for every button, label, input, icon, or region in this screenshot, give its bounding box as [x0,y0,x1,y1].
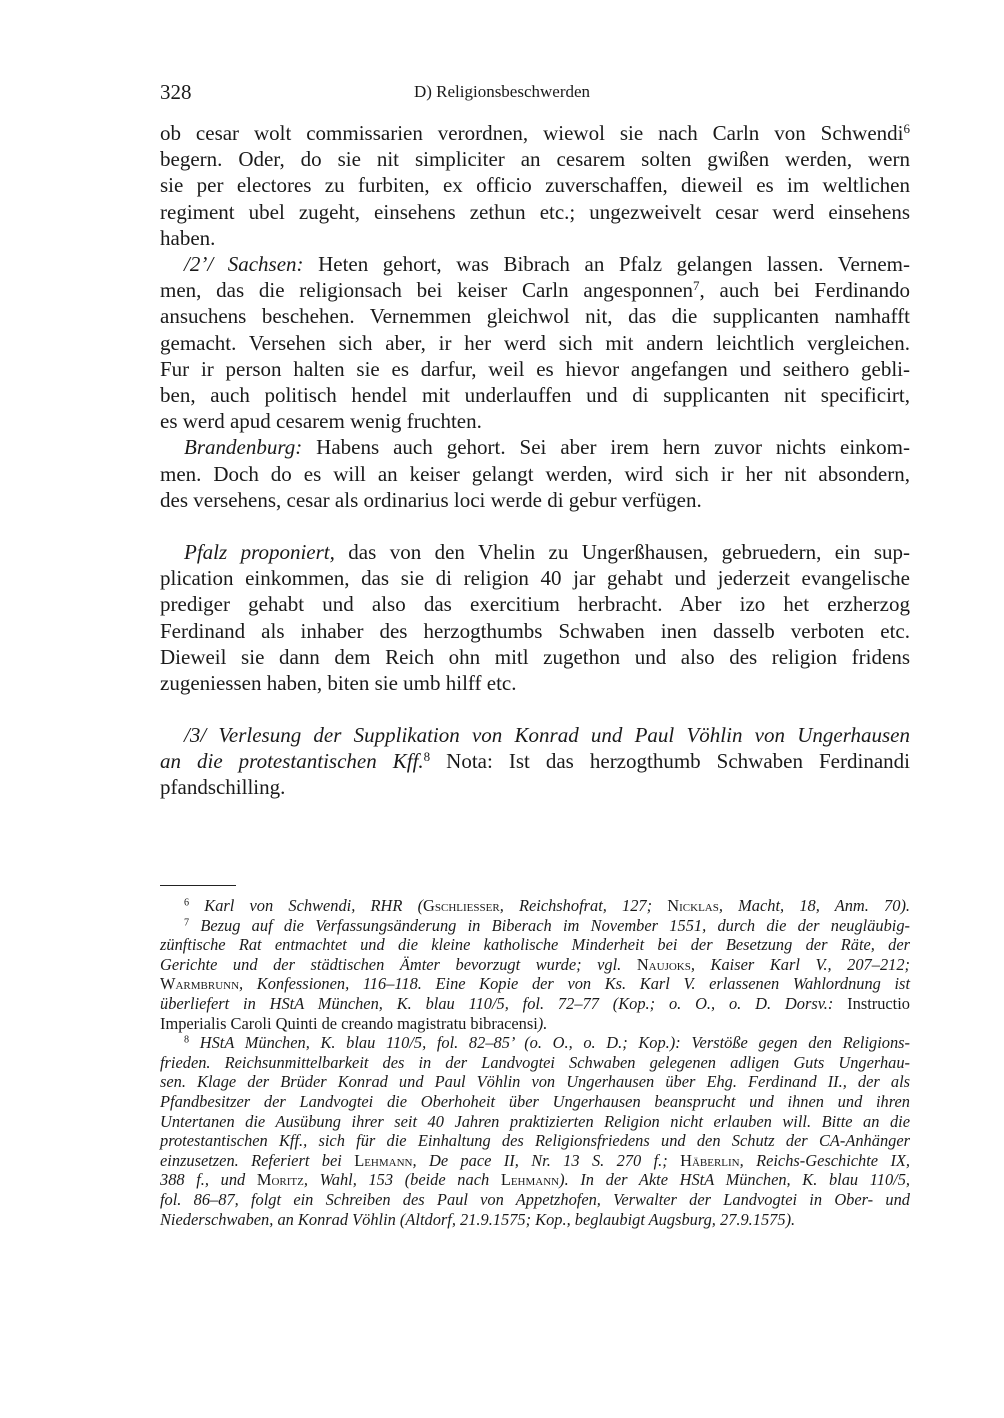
text-segment: , Reichs-Geschichte IX, [739,1150,911,1170]
text-line [160,434,910,460]
text-segment: Warmbrunn [160,974,240,994]
text-segment: Fur ir person halten sie es darfur, weil es hievor angefangen und seithero gebli- [160,356,910,381]
footnote-marker: 6 [903,120,910,136]
text-segment: /3/ Verlesung der Supplikation von Konrad und Paul Vöhlin von Ungerhausen [184,723,910,747]
text-segment: zugeniessen haben, biten sie umb hilff etc. [160,671,517,696]
text-line [160,916,910,936]
text-segment: prediger gehabt und also das exercitium herbracht. Aber izo het erzherzog [160,592,910,617]
text-segment: Untertanen die Ausübung ihrer seit 40 Jahren praktizierten Religion nicht erlauben will. Bitte an die [160,1111,910,1131]
text-segment: , Kaiser Karl V., 207–212; [690,954,910,974]
text-line [160,1092,910,1112]
text-segment: einzusetzen. Referiert bei [160,1150,355,1170]
text-line [160,120,910,146]
text-segment: sen. Klage der Brüder Konrad und Paul Vöhlin von Ungerhausen über Ehg. Ferdinand II., der als [160,1072,910,1092]
text-segment: Moritz [256,1170,304,1190]
text-segment: gemacht. Versehen sich aber, ir her werd sich mit andern leichtlich vergleichen. [160,330,910,355]
text-segment: das von den Vhelin zu Ungerßhausen, gebruedern, ein sup- [334,540,910,564]
text-line [160,172,910,198]
text-line [160,748,910,774]
text-line [160,591,910,617]
text-line [160,408,910,434]
text-line [160,356,910,382]
text-line [160,896,910,916]
text-segment: men, das die religionsach bei keiser Carln angesponnen [160,278,694,303]
text-line [160,1170,910,1190]
footnote-marker: 6 [184,897,190,909]
text-line [160,722,910,748]
text-segment: pfandschilling. [160,775,286,800]
text-segment: Ferdinand als inhaber des herzogthumbs Schwaben inen dasselb verboten etc. [160,618,910,643]
text-segment: es werd apud cesarem wenig fruchten. [160,409,482,434]
paragraph-supplication [160,722,910,801]
text-line [160,935,910,955]
paragraph-group-1 [160,120,910,513]
text-segment: Nota: Ist das herzogthumb Schwaben Ferdinandi [430,749,910,774]
text-segment: Häberlin [680,1150,740,1170]
text-line [160,1053,910,1073]
text-line [160,1151,910,1171]
text-line [160,251,910,277]
text-segment: an die protestantischen Kff. [160,749,424,774]
text-segment: frieden. Reichsunmittelbarkeit des in der Landvogtei Schwaben gelegenen adligen Guts Ungerhau- [160,1052,910,1072]
text-line [160,539,910,565]
text-segment: , Konfessionen, 116–118. Eine Kopie der von Ks. Karl V. erlassenen Wahlordnung ist [239,974,910,994]
text-segment: Pfalz proponiert, [184,540,335,564]
text-segment: fol. 86–87, folgt ein Schreiben des Paul von Appetzhofen, Verwalter der Landvogtei in Ober- und [160,1189,910,1209]
text-line [160,461,910,487]
text-segment: , Macht, 18, Anm. 70). [718,896,911,915]
text-segment: Lehmann [354,1150,413,1170]
footnotes [160,896,910,1229]
text-line [160,1072,910,1092]
text-segment: 388 f., und [160,1170,257,1190]
text-segment: haben. [160,225,216,250]
text-segment: des versehens, cesar als ordinarius loci werde di gebur verfügen. [160,487,702,512]
text-line [160,277,910,303]
text-line [160,1014,910,1034]
text-segment: sie per electores zu furbiten, ex officio zuverschaffen, dieweil es im weltlichen [160,173,910,198]
text-segment: Karl von Schwendi, RHR ( [189,896,424,915]
paragraph-pfalz [160,539,910,696]
text-segment: /2’/ Sachsen: [184,252,304,277]
text-segment: HStA München, K. blau 110/5, fol. 82–85’ (o. O., o. D.; Kop.): Verstöße gegen den Religions- [189,1033,910,1053]
text-segment: Lehmann [500,1170,560,1190]
text-segment: Pfandbesitzer der Landvogtei die Oberhoheit über Ungerhausen beansprucht und ihnen und ihren [160,1091,910,1111]
text-line [160,382,910,408]
text-segment: Instructio [847,993,910,1013]
text-line [160,1190,910,1210]
page-number: 328 [160,80,192,104]
footnote-marker: 8 [423,749,431,765]
text-line [160,487,910,513]
text-segment: Heten gehort, was Bibrach an Pfalz gelangen lassen. Vernem- [303,252,910,277]
text-segment: ). In der Akte HStA München, K. blau 110/5, [559,1170,910,1190]
text-segment: , De pace II, Nr. 13 S. 270 f.; [412,1150,681,1170]
text-line [160,146,910,172]
text-line [160,225,910,251]
text-line [160,994,910,1014]
text-segment: , auch bei Ferdinando [699,278,910,303]
text-line [160,644,910,670]
text-line [160,1033,910,1053]
text-segment: , Reichshofrat, 127; [499,896,668,915]
text-line [160,303,910,329]
text-line [160,1112,910,1132]
running-head: D) Religionsbeschwerden [413,82,591,101]
footnote-marker: 7 [184,917,190,929]
text-segment: begern. Oder, do sie nit simpliciter an cesarem solten gwißen werden, wern [160,147,910,172]
text-segment: , Wahl, 153 (beide nach [303,1170,501,1190]
text-line [160,330,910,356]
footnote-marker: 7 [693,278,700,294]
text-segment: Niederschwaben, an Konrad Vöhlin (Altdorf, 21.9.1575; Kop., beglaubigt Augsburg, 27.9.1575). [160,1209,796,1229]
text-segment: protestantischen Kff., sich für die Einhaltung des Religionsfriedens und den Schutz der CA-Anhänger [160,1131,910,1151]
text-segment: plication einkommen, das sie di religion 40 jar gehabt und jederzeit evangelische [160,566,910,591]
text-segment: men. Doch do es will an keiser gelangt werden, wird sich ir her nit absondern, [160,461,910,486]
text-segment: überliefert in HStA München, K. blau 110/5, fol. 72–77 (Kop.; o. O., o. D. Dorsv.: [160,993,848,1013]
footnote-marker: 8 [184,1034,190,1046]
text-segment: regiment ubel zugeht, einsehens zethun etc.; ungezweivelt cesar werd einsehens [160,199,910,224]
text-line [160,1210,910,1230]
text-line [160,1131,910,1151]
text-segment: ob cesar wolt commissarien verordnen, wiewol sie nach Carln von Schwendi [160,121,904,145]
text-segment: Bezug auf die Verfassungsänderung in Biberach im November 1551, durch die der neugläubig- [189,915,910,935]
text-line [160,670,910,696]
text-line [160,974,910,994]
text-line [160,565,910,591]
footnote-rule [160,885,236,886]
text-segment: Brandenburg: [184,435,303,460]
text-segment: Nicklas [667,896,719,915]
text-segment: Gschliesser [423,896,500,915]
text-segment: ansuchens beschehen. Vernemmen gleichwol nit, das die supplicanten namhafft [160,304,910,329]
text-segment: ben, auch politisch hendel mit underlauffen und di supplicanten nit specificirt, [160,383,910,408]
text-segment: Dieweil sie dann dem Reich ohn mitl zugethon und also des religion fridens [160,644,910,669]
text-line [160,618,910,644]
text-segment: Habens auch gehort. Sei aber irem hern zuvor nichts einkom- [302,435,910,460]
text-line [160,199,910,225]
text-segment: Imperialis Caroli Quinti de creando magistratu bibracensi [160,1013,538,1033]
text-line [160,955,910,975]
text-line [160,774,910,800]
text-segment: Naujoks [636,954,691,974]
text-segment: Gerichte und der städtischen Ämter bevorzugt wurde; vgl. [160,954,637,974]
text-segment: zünftische Rat entmachtet und die kleine katholische Minderheit bei der Besetzung der Räte, der [160,935,910,955]
text-segment: ). [537,1013,548,1033]
